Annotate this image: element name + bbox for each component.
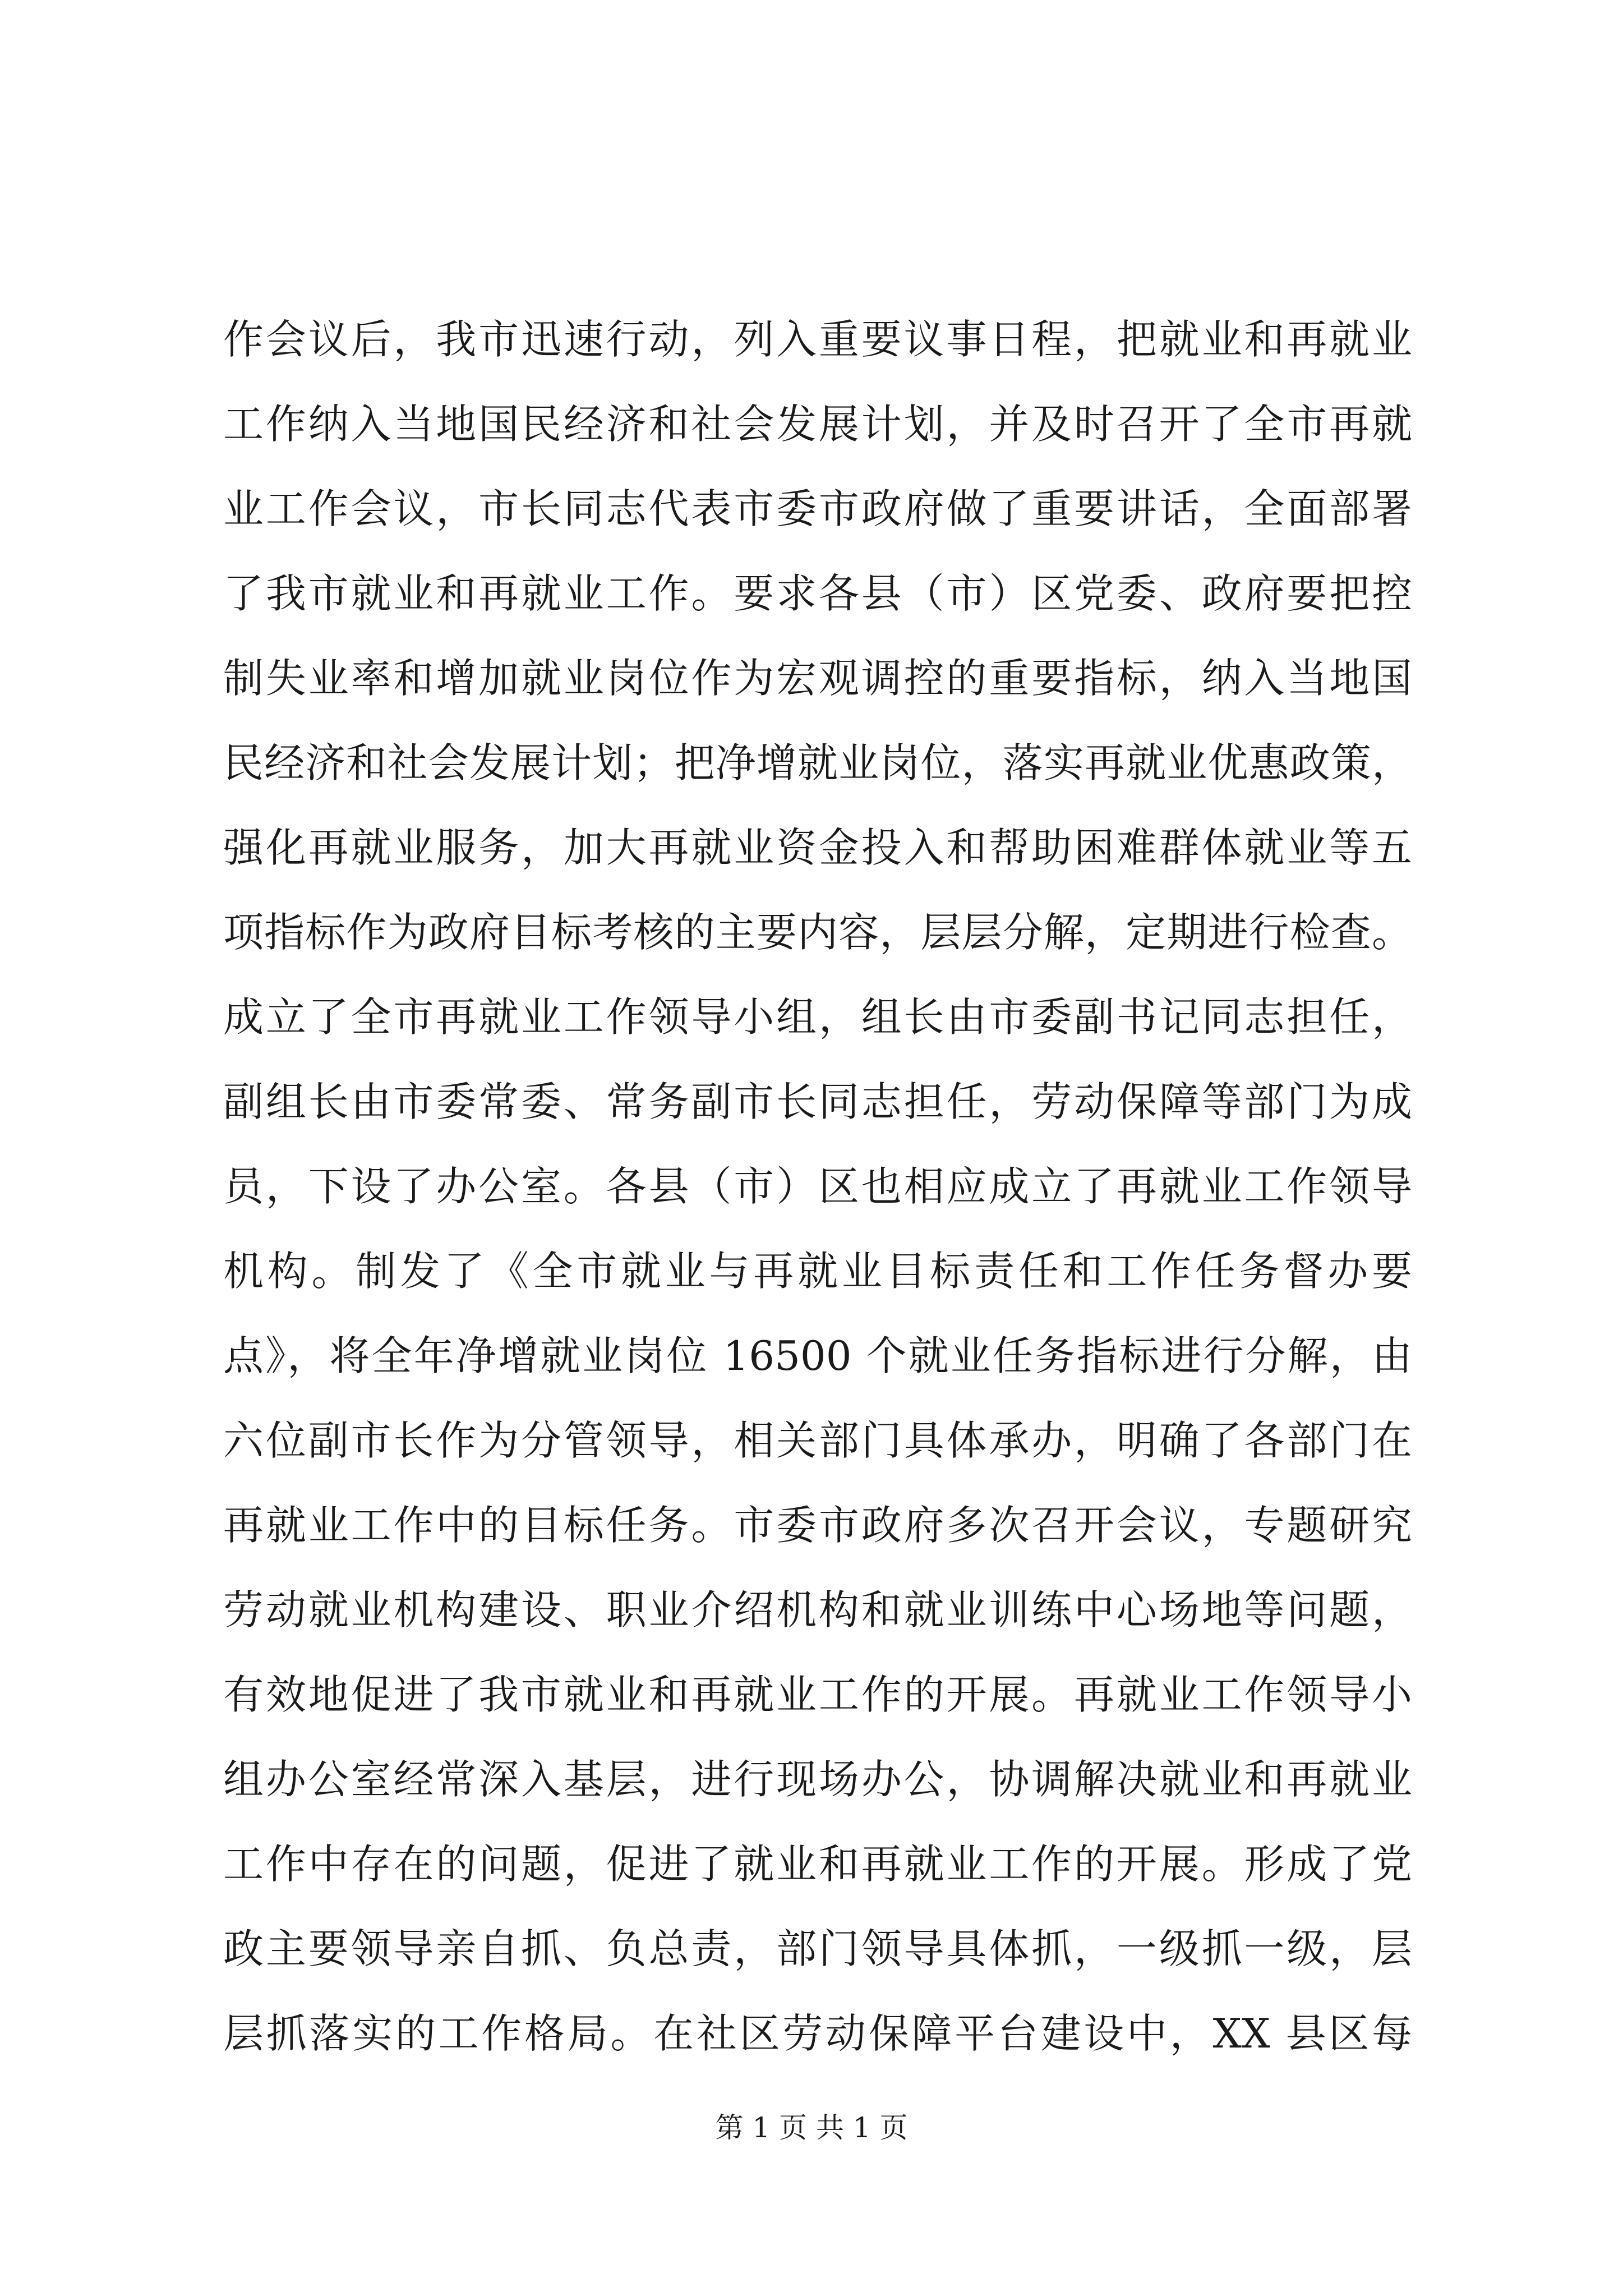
text-line: 项指标作为政府目标考核的主要内容，层层分解，定期进行检查。 [223, 909, 1412, 956]
text-line: 了我市就业和再就业工作。要求各县（市）区党委、政府要把控 [223, 570, 1412, 617]
page-number-label: 第 1 页 共 1 页 [715, 2111, 908, 2144]
text-line: 有效地促进了我市就业和再就业工作的开展。再就业工作领导小 [223, 1671, 1412, 1718]
text-line: 工作纳入当地国民经济和社会发展计划，并及时召开了全市再就 [223, 401, 1412, 448]
text-line: 六位副市长作为分管领导，相关部门具体承办，明确了各部门在 [223, 1417, 1412, 1464]
text-line: 政主要领导亲自抓、负总责，部门领导具体抓，一级抓一级，层 [223, 1925, 1412, 1972]
text-line: 组办公室经常深入基层，进行现场办公，协调解决就业和再就业 [223, 1756, 1412, 1803]
text-line: 制失业率和增加就业岗位作为宏观调控的重要指标，纳入当地国 [223, 655, 1412, 702]
text-line: 民经济和社会发展计划；把净增就业岗位，落实再就业优惠政策， [223, 739, 1412, 786]
text-line: 副组长由市委常委、常务副市长同志担任，劳动保障等部门为成 [223, 1078, 1412, 1125]
text-line: 点》，将全年净增就业岗位 16500 个就业任务指标进行分解，由 [223, 1332, 1412, 1379]
page-footer [0, 2108, 1623, 2147]
text-line: 作会议后，我市迅速行动，列入重要议事日程，把就业和再就业 [223, 316, 1412, 363]
text-line: 再就业工作中的目标任务。市委市政府多次召开会议，专题研究 [223, 1502, 1412, 1549]
text-line: 员，下设了办公室。各县（市）区也相应成立了再就业工作领导 [223, 1163, 1412, 1210]
text-line: 强化再就业服务，加大再就业资金投入和帮助困难群体就业等五 [223, 824, 1412, 871]
text-line: 工作中存在的问题，促进了就业和再就业工作的开展。形成了党 [223, 1841, 1412, 1888]
body-text [223, 297, 1412, 2076]
text-line: 成立了全市再就业工作领导小组，组长由市委副书记同志担任， [223, 993, 1412, 1041]
text-line: 机构。制发了《全市就业与再就业目标责任和工作任务督办要 [223, 1248, 1412, 1295]
text-line: 层抓落实的工作格局。在社区劳动保障平台建设中，XX 县区每 [223, 2010, 1412, 2057]
text-line: 业工作会议，市长同志代表市委市政府做了重要讲话，全面部署 [223, 485, 1412, 532]
text-line: 劳动就业机构建设、职业介绍机构和就业训练中心场地等问题， [223, 1586, 1412, 1634]
